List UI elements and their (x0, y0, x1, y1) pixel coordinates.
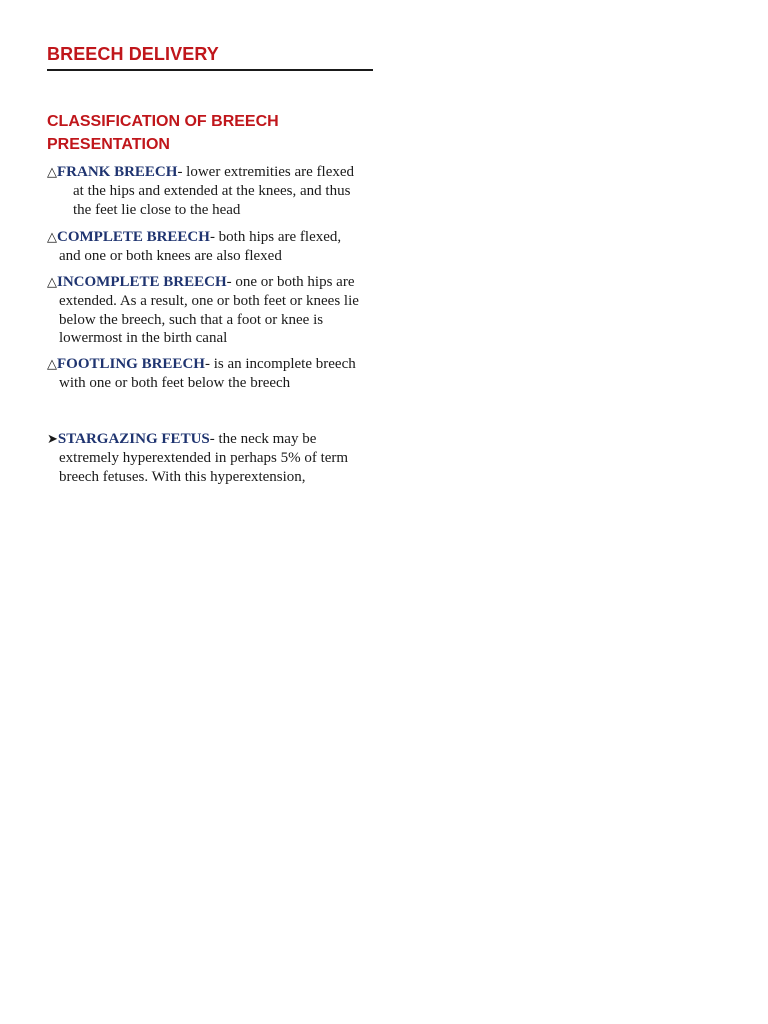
entry-text: the feet lie close to the head (73, 201, 241, 218)
entry-first-line (47, 355, 377, 374)
entry-text: - one or both hips are (226, 274, 355, 290)
entry-text: - both hips are flexed, (209, 229, 342, 245)
term-label: STARGAZING FETUS (57, 431, 210, 447)
list-item-frank-breech (47, 163, 377, 219)
entry-text: with one or both feet below the breech (59, 375, 291, 392)
list-item-stargazing-fetus (47, 430, 377, 486)
term-label: FRANK BREECH (57, 164, 178, 180)
entry-first-line (47, 228, 377, 247)
entry-first-line (47, 430, 377, 449)
list-item-incomplete-breech (47, 273, 377, 348)
list-item-footling-breech (47, 355, 377, 393)
title-underline-divider (47, 69, 373, 71)
entry-text: - lower extremities are flexed (177, 164, 355, 180)
triangle-bullet-icon: △ (47, 230, 57, 245)
term-label: INCOMPLETE BREECH (57, 274, 227, 290)
term-label: FOOTLING BREECH (57, 356, 205, 372)
list-item-complete-breech (47, 228, 377, 266)
entry-first-line (47, 273, 377, 292)
entry-text: below the breech, such that a foot or knee is (59, 311, 324, 328)
entry-text: at the hips and extended at the knees, and thus (73, 183, 351, 200)
triangle-bullet-icon: △ (47, 165, 57, 180)
page-title: BREECH DELIVERY (47, 44, 219, 64)
entry-text: lowermost in the birth canal (59, 330, 228, 347)
term-label: COMPLETE BREECH (57, 229, 210, 245)
section-heading: CLASSIFICATION OF BREECH PRESENTATION (47, 113, 279, 153)
entry-text: extended. As a result, one or both feet or knees lie (59, 293, 359, 310)
entry-text: breech fetuses. With this hyperextension, (59, 468, 306, 485)
entry-text: and one or both knees are also flexed (59, 248, 282, 265)
entry-text: - is an incomplete breech (204, 356, 356, 372)
triangle-bullet-icon: △ (47, 275, 57, 290)
arrow-bullet-icon: ➤ (47, 432, 58, 447)
entry-text: extremely hyperextended in perhaps 5% of term (59, 450, 349, 467)
triangle-bullet-icon: △ (47, 357, 57, 372)
entry-text: - the neck may be (209, 431, 317, 447)
entry-first-line (47, 163, 377, 182)
